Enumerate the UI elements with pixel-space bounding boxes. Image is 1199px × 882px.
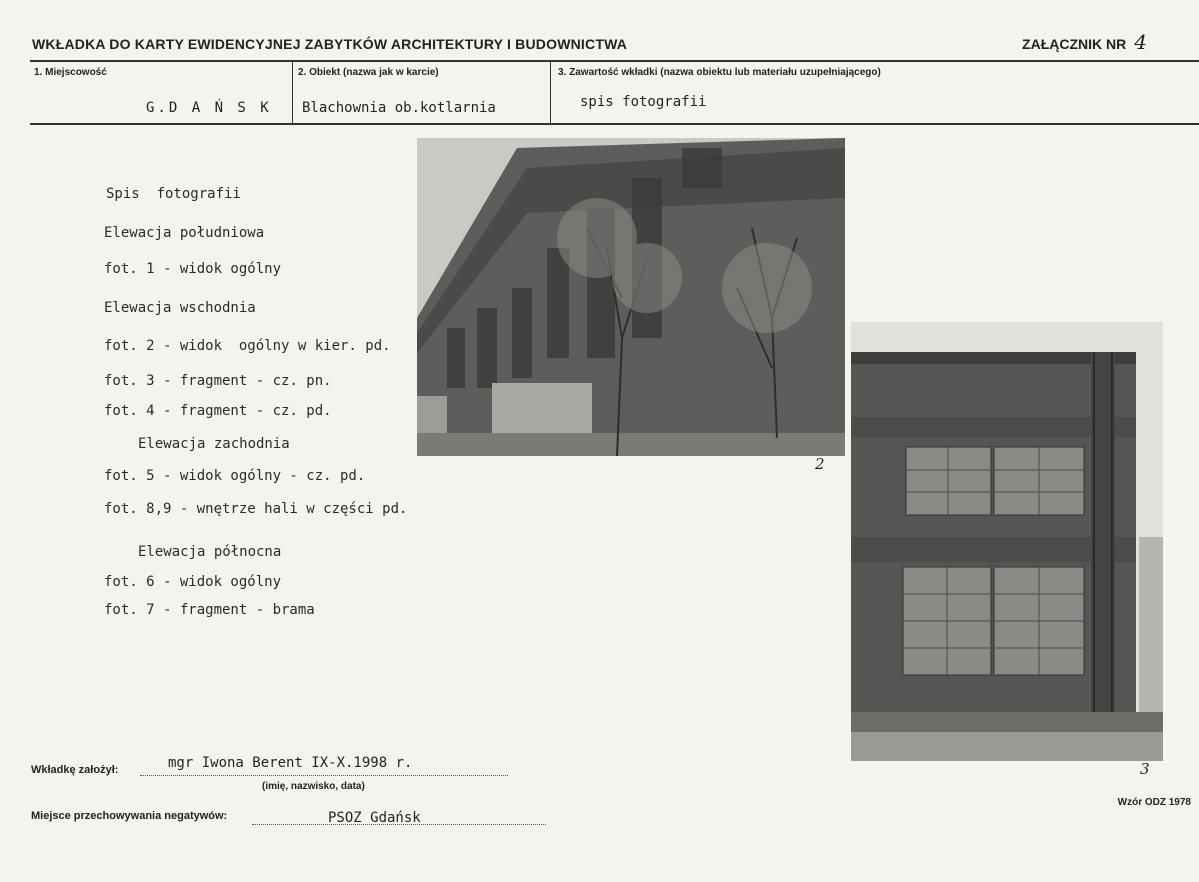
storage-dotline	[252, 824, 546, 825]
field-divider-1	[292, 62, 293, 123]
object-value: Blachownia ob.kotlarnia	[302, 100, 496, 116]
contents-label: 3. Zawartość wkładki (nazwa obiektu lub materiału uzupełniającego)	[558, 67, 881, 78]
locality-value: G.D A Ń S K	[146, 100, 272, 116]
photo-south-facade	[417, 138, 845, 456]
list-item: fot. 8,9 - wnętrze hali w części pd.	[104, 501, 408, 517]
author-value: mgr Iwona Berent IX-X.1998 r.	[168, 755, 413, 771]
list-item: fot. 6 - widok ogólny	[104, 574, 282, 590]
contents-value: spis fotografii	[580, 94, 707, 110]
locality-label: 1. Miejscowość	[34, 67, 107, 78]
photo-number-3: 3	[1140, 760, 1150, 778]
list-item: fot. 4 - fragment - cz. pd.	[104, 403, 332, 419]
storage-value: PSOZ Gdańsk	[328, 810, 421, 826]
photo-east-facade	[851, 322, 1163, 761]
storage-label: Miejsce przechowywania negatywów:	[31, 810, 228, 822]
form-code: Wzór ODZ 1978	[1117, 797, 1191, 808]
list-item: fot. 1 - widok ogólny	[104, 261, 282, 277]
list-item: Elewacja północna	[138, 544, 282, 560]
list-item: Elewacja zachodnia	[138, 436, 290, 452]
annex-value: 4	[1134, 30, 1147, 54]
list-item: fot. 2 - widok ogólny w kier. pd.	[104, 338, 391, 354]
list-item: fot. 7 - fragment - brama	[104, 602, 315, 618]
list-item: fot. 3 - fragment - cz. pn.	[104, 373, 332, 389]
list-item: Elewacja wschodnia	[104, 300, 256, 316]
field-divider-2	[550, 62, 551, 123]
author-hint: (imię, nazwisko, data)	[262, 781, 365, 792]
fields-rule	[30, 123, 1199, 125]
list-item: fot. 5 - widok ogólny - cz. pd.	[104, 468, 366, 484]
author-dotline	[140, 775, 508, 776]
object-label: 2. Obiekt (nazwa jak w karcie)	[298, 67, 439, 78]
header-rule	[30, 60, 1199, 62]
photo-number-2: 2	[815, 455, 825, 473]
annex-number	[1022, 30, 1147, 54]
annex-label: ZAŁĄCZNIK NR	[1022, 36, 1127, 52]
form-title: WKŁADKA DO KARTY EWIDENCYJNEJ ZABYTKÓW ARCHITEKTURY I BUDOWNICTWA	[32, 36, 628, 52]
author-label: Wkładkę założył:	[31, 764, 119, 776]
list-item: Elewacja południowa	[104, 225, 265, 241]
photo-list-heading: Spis fotografii	[106, 186, 241, 202]
